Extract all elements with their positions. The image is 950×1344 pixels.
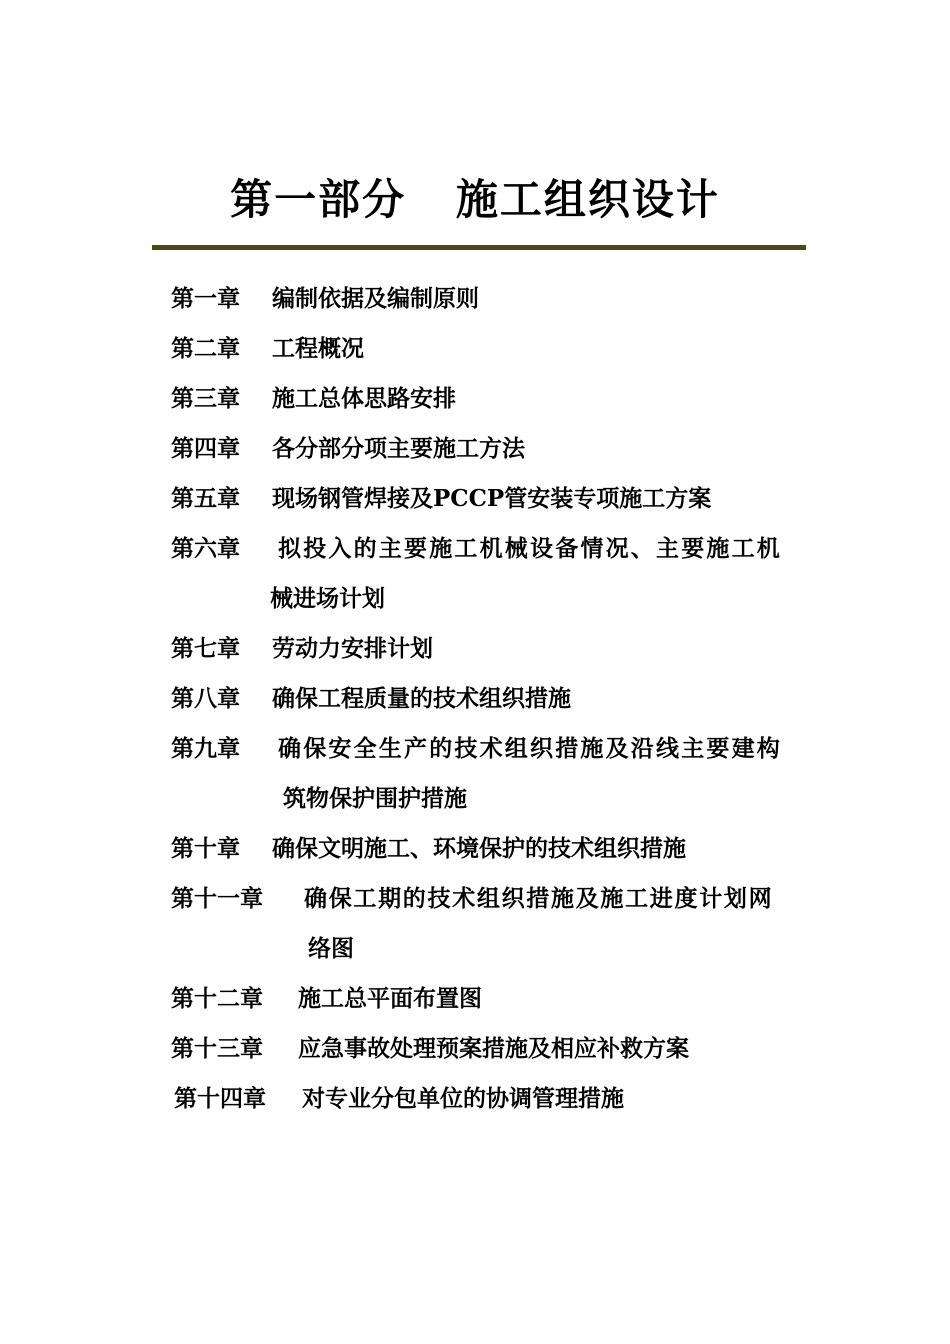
chapter-title: 现场钢管焊接及PCCP管安装专项施工方案 — [272, 485, 712, 512]
chapter-number: 第十一章 — [171, 885, 263, 912]
chapter-number: 第十二章 — [171, 985, 263, 1012]
chapter-title: 确保安全生产的技术组织措施及沿线主要建构 — [278, 735, 782, 762]
chapter-title-continuation: 络图 — [308, 935, 354, 962]
chapter-number: 第十四章 — [174, 1085, 266, 1112]
chapter-title-continuation: 筑物保护围护措施 — [283, 785, 467, 812]
chapter-number: 第十三章 — [171, 1035, 263, 1062]
chapter-title: 施工总平面布置图 — [298, 985, 482, 1012]
chapter-number: 第八章 — [171, 685, 240, 712]
chapter-title: 对专业分包单位的协调管理措施 — [302, 1085, 624, 1112]
chapter-number: 第四章 — [171, 435, 240, 462]
chapter-number: 第七章 — [171, 635, 240, 662]
chapter-number: 第六章 — [171, 535, 240, 562]
chapter-title: 劳动力安排计划 — [272, 635, 433, 662]
chapter-number: 第一章 — [171, 285, 240, 312]
chapter-title-continuation: 械进场计划 — [270, 585, 385, 612]
chapter-title: 确保工期的技术组织措施及施工进度计划网 — [304, 885, 774, 912]
chapter-title: 确保文明施工、环境保护的技术组织措施 — [272, 835, 686, 862]
chapter-title: 拟投入的主要施工机械设备情况、主要施工机 — [278, 535, 782, 562]
chapter-title: 确保工程质量的技术组织措施 — [272, 685, 571, 712]
chapter-title: 应急事故处理预案措施及相应补救方案 — [298, 1035, 689, 1062]
chapter-number: 第九章 — [171, 735, 240, 762]
chapter-title: 编制依据及编制原则 — [272, 285, 479, 312]
chapter-number: 第十章 — [171, 835, 240, 862]
chapter-number: 第五章 — [171, 485, 240, 512]
chapter-title: 工程概况 — [272, 335, 364, 362]
chapter-number: 第二章 — [171, 335, 240, 362]
page-title: 第一部分 施工组织设计 — [230, 175, 720, 224]
chapter-title: 各分部分项主要施工方法 — [272, 435, 525, 462]
chapter-title: 施工总体思路安排 — [272, 385, 456, 412]
chapter-number: 第三章 — [171, 385, 240, 412]
